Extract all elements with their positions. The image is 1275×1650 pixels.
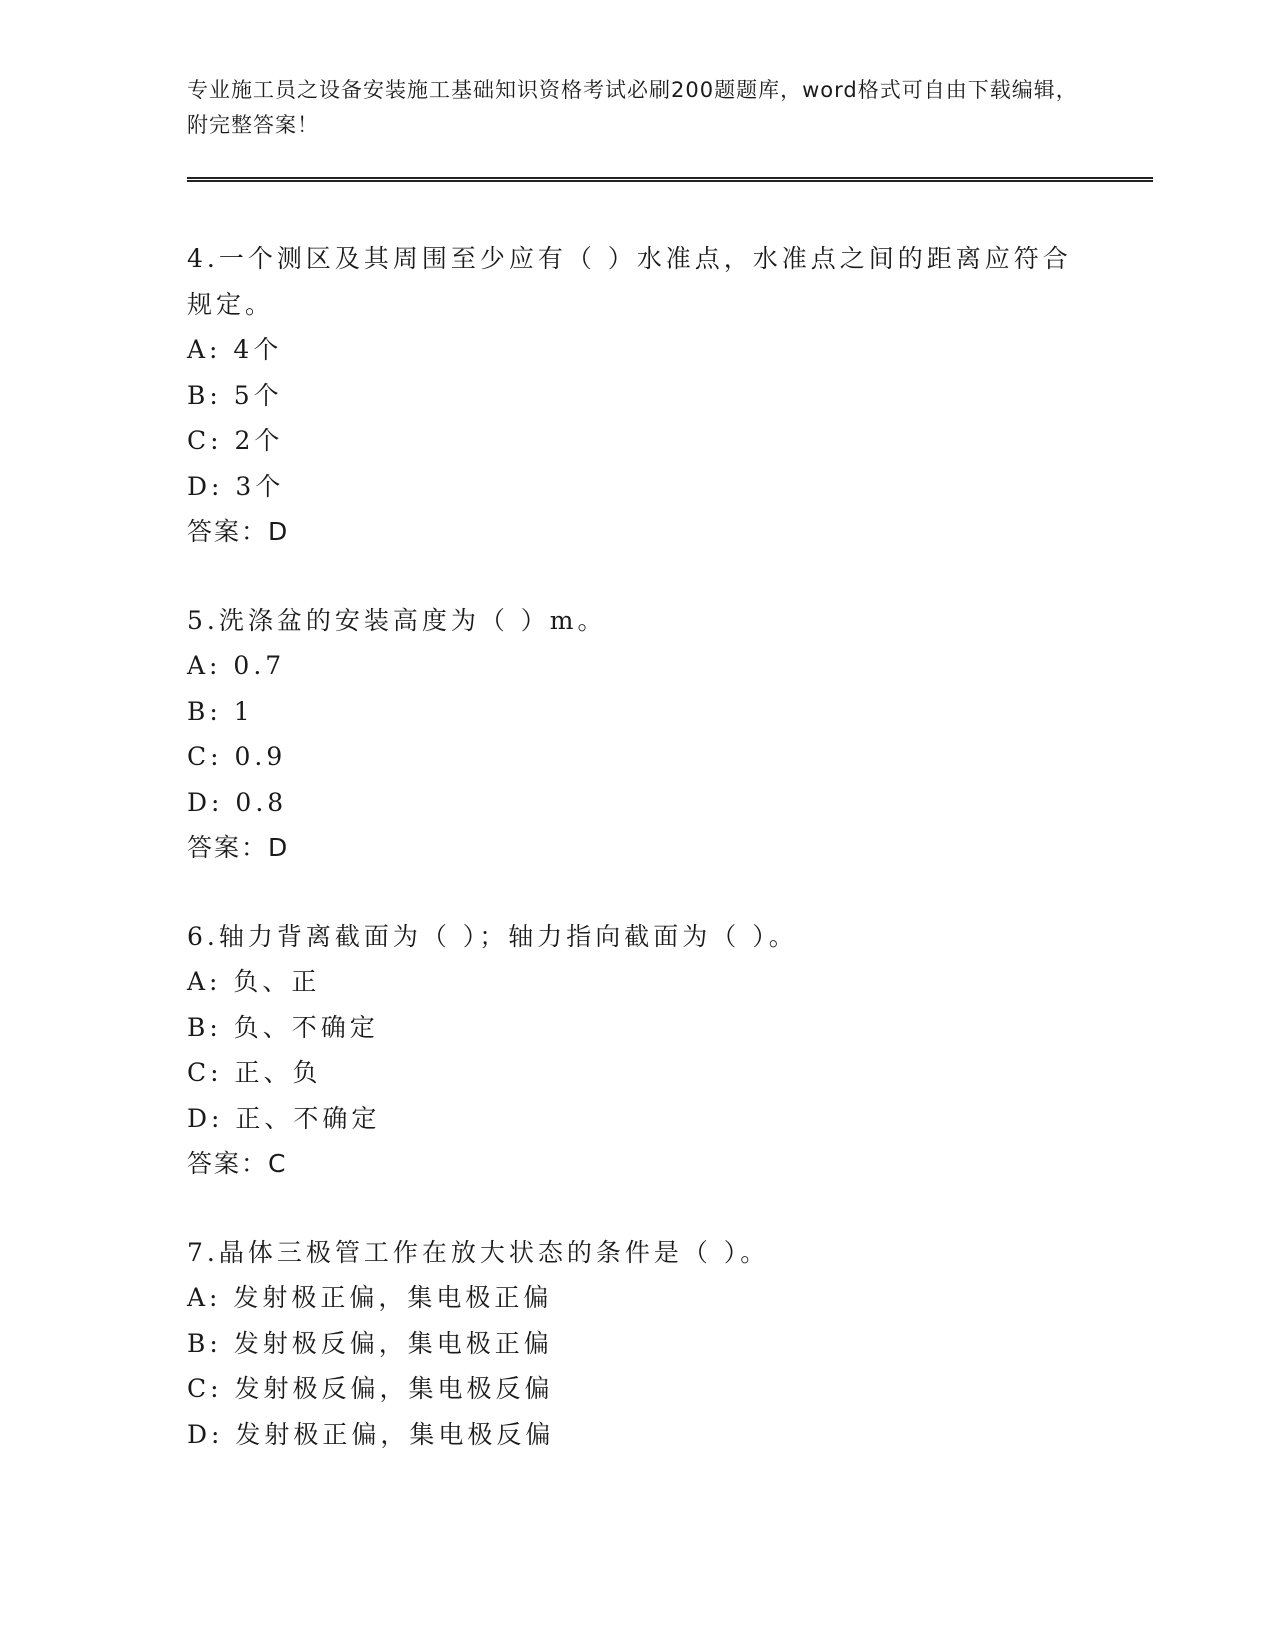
option-b: B: 发射极反偏，集电极正偏 — [187, 1328, 553, 1358]
question-stem: 4.一个测区及其周围至少应有（ ）水准点，水准点之间的距离应符合规定。 — [187, 244, 1072, 319]
option-b: B: 1 — [187, 696, 254, 726]
question-5 — [187, 598, 1087, 871]
option-a: A: 0.7 — [187, 651, 286, 680]
answer: 答案：C — [187, 1149, 288, 1178]
question-7 — [187, 1230, 1087, 1458]
option-a: A: 发射极正偏，集电极正偏 — [187, 1283, 553, 1312]
document-header: 专业施工员之设备安装施工基础知识资格考试必刷200题题库，word格式可自由下载编辑，附完整答案！ — [187, 78, 1078, 137]
option-d: D: 3个 — [187, 471, 285, 501]
question-4 — [187, 236, 1087, 555]
option-d: D: 发射极正偏，集电极反偏 — [187, 1419, 555, 1449]
answer: 答案：D — [187, 517, 290, 546]
option-a: A: 负、正 — [187, 967, 321, 996]
question-stem: 6.轴力背离截面为（ ）；轴力指向截面为（ ）。 — [187, 921, 798, 951]
option-c: C: 正、负 — [187, 1058, 322, 1087]
option-c: C: 0.9 — [187, 742, 287, 771]
option-b: B: 负、不确定 — [187, 1012, 379, 1042]
option-a: A: 4个 — [187, 335, 283, 364]
question-6 — [187, 914, 1087, 1187]
header-divider — [187, 177, 1153, 182]
option-d: D: 正、不确定 — [187, 1103, 381, 1133]
question-stem: 7.晶体三极管工作在放大状态的条件是（ ）。 — [187, 1237, 770, 1267]
question-list — [187, 236, 1087, 1500]
option-d: D: 0.8 — [187, 787, 288, 817]
question-stem: 5.洗涤盆的安装高度为（ ）m。 — [187, 605, 607, 635]
option-c: C: 发射极反偏，集电极反偏 — [187, 1374, 554, 1403]
option-c: C: 2个 — [187, 426, 284, 455]
answer: 答案：D — [187, 833, 290, 862]
option-b: B: 5个 — [187, 380, 283, 410]
